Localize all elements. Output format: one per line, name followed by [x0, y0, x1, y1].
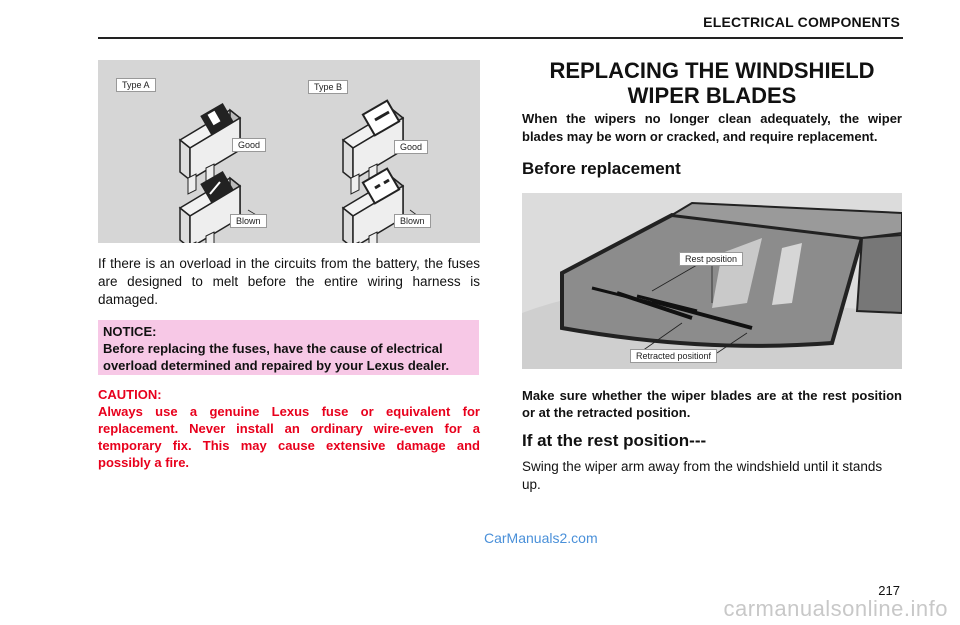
label-good-a: Good	[232, 138, 266, 152]
label-retracted-position: Retracted positionf	[630, 349, 717, 363]
title-line-1: REPLACING THE WINDSHIELD	[549, 58, 875, 83]
caution-text: Always use a genuine Lexus fuse or equivalent for replacement. Never install an ordinary wire-even for a temporary fix. This may cause extensive damage and possibly a fire.	[98, 404, 480, 470]
intro-paragraph: When the wipers no longer clean adequately, the wiper blades may be worn or cracked, and require replacement.	[522, 111, 902, 144]
label-type-a: Type A	[116, 78, 156, 92]
notice-box	[98, 320, 479, 375]
label-type-b: Type B	[308, 80, 348, 94]
page-number: 217	[878, 583, 900, 598]
windshield-drawing	[522, 193, 902, 369]
page-title	[522, 58, 902, 108]
fuse-illustration	[98, 60, 480, 243]
label-rest-position: Rest position	[679, 252, 743, 266]
caution-label: CAUTION:	[98, 387, 162, 402]
notice-label: NOTICE:	[103, 324, 157, 339]
watermark-link[interactable]: CarManuals2.com	[484, 530, 598, 546]
wiper-illustration	[522, 193, 902, 369]
side-window	[857, 235, 902, 313]
rest-position-paragraph: Swing the wiper arm away from the windshield until it stands up.	[522, 459, 883, 492]
header-rule	[98, 37, 903, 39]
label-good-b: Good	[394, 140, 428, 154]
subhead-before-replacement: Before replacement	[522, 159, 681, 178]
label-blown-a: Blown	[230, 214, 267, 228]
section-title: ELECTRICAL COMPONENTS	[703, 14, 900, 30]
fuse-overload-paragraph: If there is an overload in the circuits from the battery, the fuses are designed to melt before the entire wiring harness is damaged.	[98, 256, 480, 307]
notice-text: Before replacing the fuses, have the cause of electrical overload determined and repaired by your Lexus dealer.	[103, 341, 450, 373]
title-line-2: WIPER BLADES	[627, 83, 797, 108]
check-position-paragraph: Make sure whether the wiper blades are at the rest position or at the retracted position.	[522, 388, 902, 420]
label-blown-b: Blown	[394, 214, 431, 228]
subhead-rest-position: If at the rest position---	[522, 431, 707, 450]
site-watermark: carmanualsonline.info	[723, 596, 948, 621]
caution-block	[98, 386, 480, 471]
